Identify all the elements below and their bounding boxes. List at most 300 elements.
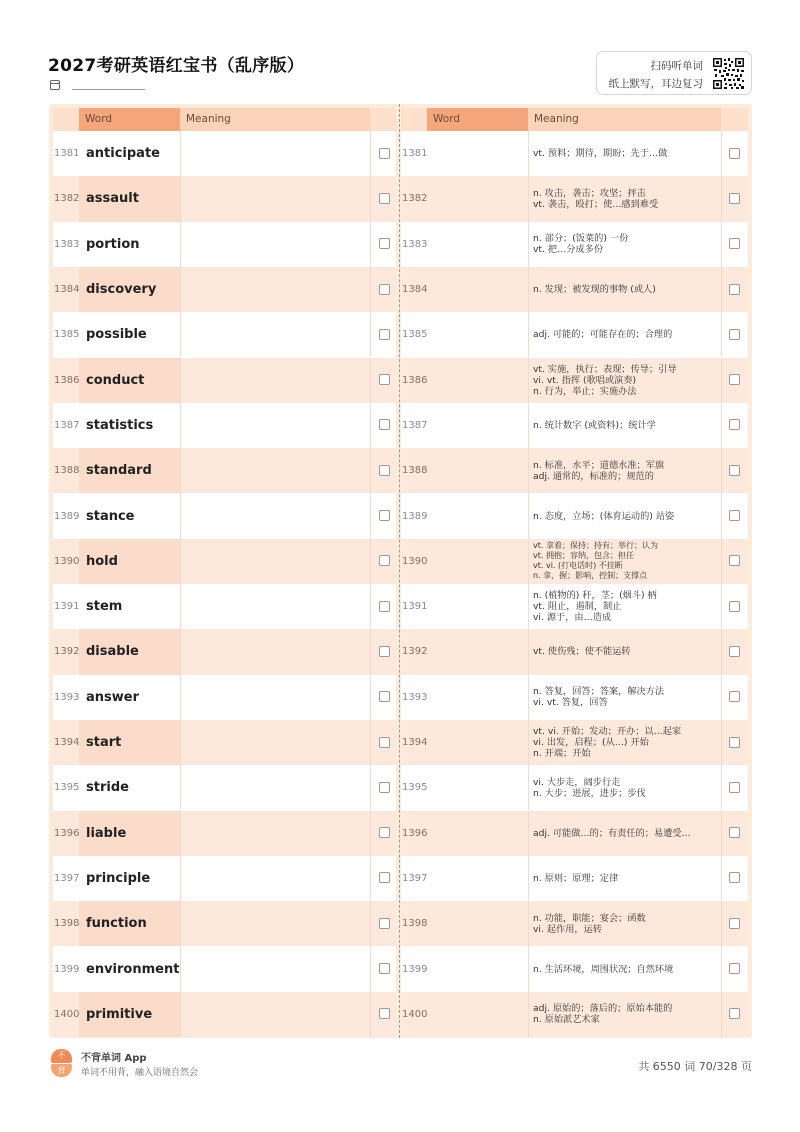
column-separator <box>180 629 181 674</box>
table-row <box>53 222 396 267</box>
checkbox[interactable] <box>729 1008 740 1019</box>
meaning-line: vt. 袭击，殴打；使…感到难受 <box>533 198 659 210</box>
column-separator <box>180 539 181 584</box>
header-word-right: Word <box>427 108 528 131</box>
checkbox[interactable] <box>729 419 740 430</box>
checkbox[interactable] <box>379 284 390 295</box>
word-text: anticipate <box>86 146 160 162</box>
table-row <box>401 992 748 1037</box>
meaning-line: vi. 出发，启程；(从…) 开始 <box>533 737 649 749</box>
column-separator <box>528 992 529 1037</box>
column-separator <box>370 358 371 403</box>
checkbox[interactable] <box>729 827 740 838</box>
meaning-line: vt. 拿着；保持；持有；举行；认为 <box>533 541 658 551</box>
meaning-text <box>533 720 721 765</box>
column-separator <box>721 811 722 856</box>
row-number: 1395 <box>54 782 80 794</box>
column-separator <box>370 403 371 448</box>
table-row <box>53 901 396 946</box>
header-meaning-right: Meaning <box>528 108 721 131</box>
column-separator <box>721 448 722 493</box>
table-row <box>401 131 748 176</box>
column-separator <box>528 629 529 674</box>
word-text: stride <box>86 780 129 796</box>
row-number: 1396 <box>54 827 80 839</box>
meaning-text <box>533 267 721 312</box>
meaning-text <box>533 539 721 584</box>
row-number: 1400 <box>54 1008 80 1020</box>
table-row <box>53 765 396 810</box>
word-blank-cell[interactable] <box>427 176 528 221</box>
word-blank-cell[interactable] <box>427 946 528 991</box>
logo-bottom-glyph: 背 <box>51 1064 72 1077</box>
column-separator <box>370 131 371 176</box>
meaning-line: vt. 阻止，遏制，制止 <box>533 601 622 613</box>
word-blank-cell[interactable] <box>427 629 528 674</box>
meaning-line: n. 功能，职能；宴会；函数 <box>533 912 646 924</box>
checkbox[interactable] <box>379 691 390 702</box>
column-separator <box>528 222 529 267</box>
meaning-line: vt. 把…分成多份 <box>533 244 604 256</box>
checkbox[interactable] <box>379 1008 390 1019</box>
meaning-line: vi. 大步走，阔步行走 <box>533 776 621 788</box>
table-row <box>53 629 396 674</box>
table-row <box>401 448 748 493</box>
checkbox[interactable] <box>379 555 390 566</box>
table-row <box>401 312 748 357</box>
word-blank-cell[interactable] <box>427 992 528 1037</box>
word-blank-cell[interactable] <box>427 493 528 538</box>
meaning-line: n. 态度，立场；(体育运动的) 站姿 <box>533 510 675 522</box>
meaning-line: n. (植物的) 秆，茎；(烟斗) 柄 <box>533 590 657 602</box>
meaning-text <box>533 856 721 901</box>
row-number: 1382 <box>402 193 428 205</box>
meaning-line: n. 开端；开始 <box>533 748 591 760</box>
word-text: assault <box>86 191 139 207</box>
checkbox[interactable] <box>729 510 740 521</box>
column-separator <box>721 403 722 448</box>
table-row <box>401 946 748 991</box>
checkbox[interactable] <box>729 872 740 883</box>
column-separator <box>721 856 722 901</box>
column-separator <box>528 176 529 221</box>
row-number: 1400 <box>402 1008 428 1020</box>
table-row <box>401 629 748 674</box>
row-number: 1391 <box>54 601 80 613</box>
column-separator <box>180 448 181 493</box>
qr-card[interactable] <box>596 51 752 95</box>
word-blank-cell[interactable] <box>427 811 528 856</box>
column-separator <box>180 946 181 991</box>
column-separator <box>180 267 181 312</box>
checkbox[interactable] <box>379 374 390 385</box>
column-separator <box>721 584 722 629</box>
row-number: 1393 <box>54 691 80 703</box>
column-separator <box>528 403 529 448</box>
checkbox[interactable] <box>379 193 390 204</box>
checkbox[interactable] <box>379 465 390 476</box>
checkbox[interactable] <box>729 782 740 793</box>
checkbox[interactable] <box>379 646 390 657</box>
word-blank-cell[interactable] <box>427 901 528 946</box>
column-separator <box>370 493 371 538</box>
row-number: 1389 <box>54 510 80 522</box>
meaning-text <box>533 176 721 221</box>
table-row <box>53 493 396 538</box>
logo-top-glyph: 不 <box>51 1049 72 1063</box>
column-separator <box>180 675 181 720</box>
table-row <box>401 403 748 448</box>
column-separator <box>528 358 529 403</box>
column-separator <box>721 629 722 674</box>
checkbox[interactable] <box>729 148 740 159</box>
table-row <box>53 539 396 584</box>
column-separator <box>370 267 371 312</box>
header-meaning-left: Meaning <box>180 108 370 131</box>
row-number: 1392 <box>402 646 428 658</box>
word-text: discovery <box>86 282 157 298</box>
word-text: disable <box>86 644 139 660</box>
qr-caption-2: 纸上默写，耳边复习 <box>608 78 703 90</box>
table-row <box>53 403 396 448</box>
row-number: 1386 <box>402 374 428 386</box>
date-blank-line <box>72 80 145 90</box>
meaning-line: n. 行为，举止；实施办法 <box>533 385 637 397</box>
word-blank-cell[interactable] <box>427 584 528 629</box>
meaning-line: vi. vt. 答复，回答 <box>533 697 608 709</box>
row-number: 1394 <box>402 737 428 749</box>
table-row <box>53 267 396 312</box>
column-separator <box>180 992 181 1037</box>
word-blank-cell[interactable] <box>427 312 528 357</box>
row-number: 1390 <box>402 555 428 567</box>
checkbox[interactable] <box>729 555 740 566</box>
row-number: 1382 <box>54 193 80 205</box>
column-separator <box>528 584 529 629</box>
column-separator <box>721 493 722 538</box>
column-separator <box>180 131 181 176</box>
table-row <box>53 946 396 991</box>
row-number: 1384 <box>402 284 428 296</box>
column-separator <box>370 448 371 493</box>
column-separator <box>180 765 181 810</box>
column-separator <box>528 675 529 720</box>
checkbox[interactable] <box>379 918 390 929</box>
meaning-text <box>533 765 721 810</box>
row-number: 1388 <box>54 465 80 477</box>
row-number: 1397 <box>54 872 80 884</box>
left-panel <box>53 108 396 1035</box>
table-row <box>53 584 396 629</box>
row-number: 1394 <box>54 737 80 749</box>
meaning-line: vt. vi. (打电话时) 不挂断 <box>533 561 623 571</box>
column-separator <box>180 358 181 403</box>
column-separator <box>180 720 181 765</box>
row-number: 1386 <box>54 374 80 386</box>
row-number: 1381 <box>54 148 80 160</box>
row-number: 1391 <box>402 601 428 613</box>
row-number: 1388 <box>402 465 428 477</box>
meaning-line: n. 发现；被发现的事物 (或人) <box>533 284 656 296</box>
meaning-text <box>533 629 721 674</box>
meaning-line: vt. 拥抱；容纳，包含；担任 <box>533 551 634 561</box>
checkbox[interactable] <box>379 737 390 748</box>
checkbox[interactable] <box>729 193 740 204</box>
column-separator <box>370 856 371 901</box>
checkbox[interactable] <box>729 646 740 657</box>
column-separator <box>528 131 529 176</box>
column-separator <box>370 811 371 856</box>
column-separator <box>528 901 529 946</box>
row-number: 1384 <box>54 284 80 296</box>
row-number: 1385 <box>54 329 80 341</box>
table-row <box>401 222 748 267</box>
word-text: environment <box>86 961 180 977</box>
meaning-text <box>533 493 721 538</box>
header-num-left <box>53 108 79 131</box>
column-separator <box>528 856 529 901</box>
meaning-line: adj. 可能做…的；有责任的；易遭受… <box>533 827 691 839</box>
row-number: 1395 <box>402 782 428 794</box>
row-number: 1387 <box>54 419 80 431</box>
checkbox[interactable] <box>729 918 740 929</box>
word-text: hold <box>86 553 118 569</box>
meaning-line: n. 原则；原理；定律 <box>533 872 619 884</box>
column-separator <box>721 901 722 946</box>
word-text: possible <box>86 327 147 343</box>
meaning-line: vt. vi. 开始；发动；开办；以…起家 <box>533 726 682 738</box>
row-number: 1393 <box>402 691 428 703</box>
row-number: 1399 <box>402 963 428 975</box>
word-blank-cell[interactable] <box>427 267 528 312</box>
row-number: 1381 <box>402 148 428 160</box>
footer-page-info: 共 6550 词 70/328 页 <box>638 1060 752 1073</box>
word-blank-cell[interactable] <box>427 539 528 584</box>
column-separator <box>721 222 722 267</box>
word-blank-cell[interactable] <box>427 131 528 176</box>
word-text: conduct <box>86 372 145 388</box>
word-table-frame <box>49 104 752 1038</box>
meaning-line: n. 攻击，袭击；攻坚；抨击 <box>533 187 646 199</box>
checkbox[interactable] <box>729 329 740 340</box>
word-text: standard <box>86 463 152 479</box>
meaning-text <box>533 312 721 357</box>
column-separator <box>370 765 371 810</box>
table-row <box>53 856 396 901</box>
table-row <box>53 176 396 221</box>
row-number: 1385 <box>402 329 428 341</box>
column-separator <box>180 493 181 538</box>
meaning-line: vt. 实施，执行；表现；传导；引导 <box>533 363 677 375</box>
word-blank-cell[interactable] <box>427 675 528 720</box>
checkbox[interactable] <box>729 691 740 702</box>
checkbox[interactable] <box>379 872 390 883</box>
column-separator <box>370 946 371 991</box>
column-separator <box>528 946 529 991</box>
column-separator <box>370 629 371 674</box>
word-blank-cell[interactable] <box>427 765 528 810</box>
footer-app-name: 不背单词 App <box>81 1053 147 1064</box>
header-num-right <box>401 108 427 131</box>
word-text: liable <box>86 825 127 841</box>
meaning-line: n. 原始派艺术家 <box>533 1014 600 1026</box>
word-blank-cell[interactable] <box>427 403 528 448</box>
table-row <box>53 675 396 720</box>
column-separator <box>721 176 722 221</box>
row-number: 1383 <box>54 238 80 250</box>
column-separator <box>528 312 529 357</box>
table-row <box>401 811 748 856</box>
word-text: function <box>86 916 147 932</box>
column-separator <box>180 176 181 221</box>
meaning-line: n. 生活环境，周围状况；自然环境 <box>533 963 674 975</box>
column-separator <box>370 901 371 946</box>
table-row <box>53 720 396 765</box>
table-row <box>53 358 396 403</box>
column-separator <box>721 358 722 403</box>
column-separator <box>370 222 371 267</box>
word-blank-cell[interactable] <box>427 856 528 901</box>
meaning-text <box>533 448 721 493</box>
table-row <box>401 765 748 810</box>
word-text: start <box>86 735 122 751</box>
meaning-text <box>533 358 721 403</box>
word-blank-cell[interactable] <box>427 720 528 765</box>
meaning-text <box>533 131 721 176</box>
checkbox[interactable] <box>379 510 390 521</box>
checkbox[interactable] <box>729 465 740 476</box>
meaning-line: n. 标准，水平；道德水准；军旗 <box>533 459 665 471</box>
row-number: 1396 <box>402 827 428 839</box>
meaning-line: vt. 使伤残；使不能运转 <box>533 646 631 658</box>
meaning-line: adj. 原始的；落后的；原始本能的 <box>533 1003 673 1015</box>
column-separator <box>180 856 181 901</box>
table-row <box>53 312 396 357</box>
column-separator <box>370 992 371 1037</box>
column-separator <box>180 222 181 267</box>
meaning-line: n. 拿，握；影响，控制；支撑点 <box>533 571 648 581</box>
meaning-line: adj. 通常的，标准的；规范的 <box>533 470 654 482</box>
meaning-text <box>533 811 721 856</box>
checkbox[interactable] <box>729 737 740 748</box>
checkbox[interactable] <box>729 284 740 295</box>
qr-caption-1: 扫码听单词 <box>650 60 703 72</box>
checkbox[interactable] <box>379 601 390 612</box>
checkbox[interactable] <box>729 601 740 612</box>
checkbox[interactable] <box>379 329 390 340</box>
word-text: primitive <box>86 1006 153 1022</box>
column-separator <box>528 765 529 810</box>
word-blank-cell[interactable] <box>427 358 528 403</box>
checkbox[interactable] <box>379 419 390 430</box>
table-row <box>53 811 396 856</box>
checkbox[interactable] <box>729 963 740 974</box>
row-number: 1387 <box>402 419 428 431</box>
word-text: stance <box>86 508 135 524</box>
checkbox[interactable] <box>379 148 390 159</box>
header-check-left <box>370 108 396 131</box>
checkbox[interactable] <box>379 827 390 838</box>
word-text: statistics <box>86 417 154 433</box>
column-separator <box>180 403 181 448</box>
column-separator <box>528 811 529 856</box>
table-row <box>401 584 748 629</box>
row-number: 1390 <box>54 555 80 567</box>
word-blank-cell[interactable] <box>427 222 528 267</box>
column-separator <box>180 811 181 856</box>
column-separator <box>370 584 371 629</box>
column-separator <box>721 312 722 357</box>
header-word-left: Word <box>79 108 180 131</box>
footer-slogan: 单词不用背，融入语境自然会 <box>81 1068 199 1078</box>
meaning-text <box>533 403 721 448</box>
checkbox[interactable] <box>379 963 390 974</box>
table-row <box>401 176 748 221</box>
table-row <box>401 675 748 720</box>
meaning-text <box>533 946 721 991</box>
checkbox[interactable] <box>729 238 740 249</box>
column-separator <box>721 675 722 720</box>
page-title: 2027考研英语红宝书（乱序版） <box>48 56 305 76</box>
meaning-text <box>533 901 721 946</box>
meaning-line: n. 统计数字 (或资料)；统计学 <box>533 419 656 431</box>
column-separator <box>180 584 181 629</box>
column-separator <box>721 267 722 312</box>
header-check-right <box>721 108 748 131</box>
column-separator <box>528 539 529 584</box>
table-row <box>401 493 748 538</box>
meaning-text <box>533 584 721 629</box>
meaning-line: vi. 源于，由…造成 <box>533 612 612 624</box>
qr-code-icon[interactable] <box>712 57 745 90</box>
checkbox[interactable] <box>379 238 390 249</box>
column-separator <box>370 720 371 765</box>
fold-divider <box>399 104 400 1038</box>
table-row <box>401 856 748 901</box>
column-separator <box>370 675 371 720</box>
checkbox[interactable] <box>729 374 740 385</box>
checkbox[interactable] <box>379 782 390 793</box>
word-text: stem <box>86 599 123 615</box>
meaning-text <box>533 222 721 267</box>
column-separator <box>370 176 371 221</box>
row-number: 1398 <box>402 918 428 930</box>
row-number: 1392 <box>54 646 80 658</box>
date-field <box>50 80 145 90</box>
column-separator <box>721 131 722 176</box>
meaning-line: n. 部分；(饭菜的) 一份 <box>533 233 629 245</box>
word-text: portion <box>86 236 140 252</box>
meaning-text <box>533 675 721 720</box>
table-row <box>53 448 396 493</box>
table-row <box>53 992 396 1037</box>
table-row <box>401 267 748 312</box>
table-row <box>401 901 748 946</box>
meaning-line: n. 大步；进展，进步；步伐 <box>533 787 646 799</box>
column-separator <box>721 765 722 810</box>
calendar-icon <box>50 80 60 90</box>
word-text: principle <box>86 870 151 886</box>
row-number: 1398 <box>54 918 80 930</box>
meaning-line: vt. 预料；期待，期盼；先于…做 <box>533 148 668 160</box>
column-separator <box>721 720 722 765</box>
word-blank-cell[interactable] <box>427 448 528 493</box>
column-separator <box>528 720 529 765</box>
column-separator <box>180 901 181 946</box>
column-separator <box>721 946 722 991</box>
table-row <box>401 539 748 584</box>
column-separator <box>528 448 529 493</box>
